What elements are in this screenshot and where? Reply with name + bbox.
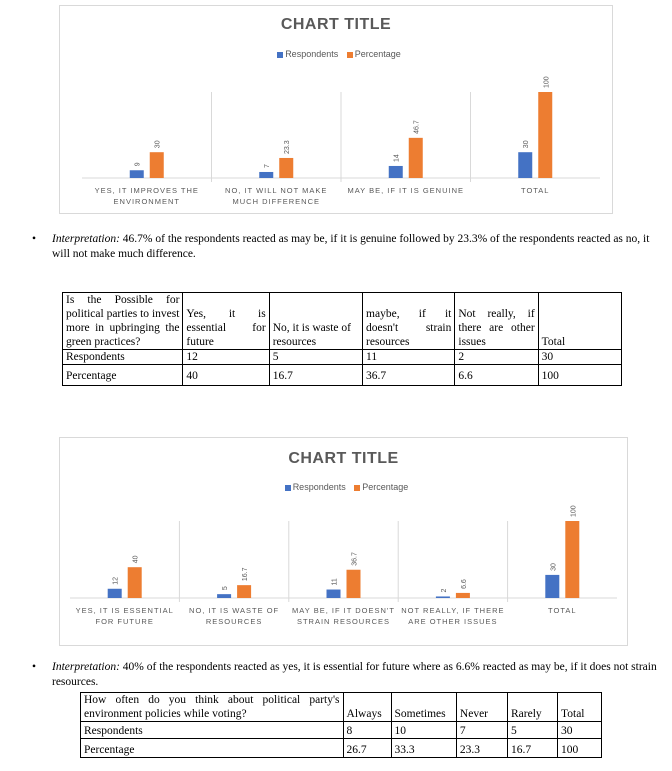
bar-respondents [259,172,273,178]
table-cell: 100 [538,365,621,386]
bar-respondents [108,589,122,598]
legend-percentage: Percentage [362,482,409,492]
interpretation-2 [32,660,657,690]
bar-percentage [150,152,164,178]
table-cell: 12 [183,350,269,365]
chart-2-title: CHART TITLE [288,450,399,467]
table-header-cell: Total [538,293,621,350]
bar-percentage [128,567,142,598]
category-label: NO, IT IS WASTE OF RESOURCES [189,606,280,626]
table-cell: Percentage [63,365,183,386]
bar-percentage [538,92,552,178]
interpretation-label: Interpretation: [52,661,120,673]
interpretation-text: 40% of the respondents reacted as yes, it is essential for future where as 6.6% reacted as may be, if it does not strain resources. [52,661,657,688]
bar-percentage [565,521,579,598]
table-cell: 8 [343,722,391,739]
data-label: 40 [132,555,140,564]
data-label: 7 [264,164,272,168]
category-label: TOTAL [521,186,550,195]
table-header-cell: Total [558,693,602,722]
data-label: 46.7 [413,120,421,134]
table-cell: 5 [507,722,557,739]
table-cell: 16.7 [269,365,362,386]
table-cell: Respondents [63,350,183,365]
table-cell: 11 [363,350,455,365]
table-row [63,365,622,386]
table-header-cell: Yes, it is essential for future [183,293,269,350]
chart-1-plot [60,6,612,213]
table-cell: 30 [538,350,621,365]
table-cell: 7 [456,722,507,739]
data-label: 30 [154,140,162,149]
table-header-cell: Sometimes [391,693,456,722]
table-cell: 33.3 [391,739,456,758]
table-header-cell: Not really, if there are other issues [455,293,538,350]
bar-percentage [347,570,361,598]
category-label: MAY BE, IF IT DOESN'T STRAIN RESOURCES [292,606,395,626]
table-cell: 10 [391,722,456,739]
table-row [63,350,622,365]
category-label: NO, IT WILL NOT MAKE MUCH DIFFERENCE [225,186,328,206]
data-label: 14 [393,154,401,162]
table-cell: 16.7 [507,739,557,758]
table-header-cell: No, it is waste of resources [269,293,362,350]
category-label: MAY BE, IF IT IS GENUINE [347,186,465,195]
category-label: YES, IT IS ESSENTIAL FOR FUTURE [75,606,174,626]
table-cell: 23.3 [456,739,507,758]
data-label: 9 [134,162,142,167]
chart-1-title: CHART TITLE [280,16,392,33]
table-header-cell: How often do you think about political party's environment policies while voting? [81,693,344,722]
bullet: • [32,661,37,673]
table-cell: Percentage [81,739,344,758]
chart-1 [59,5,613,214]
table-header-cell: Is the Possible for political parties to invest more in upbringing the green practices? [63,293,183,350]
bar-percentage [456,593,470,598]
bar-respondents [518,152,532,178]
table-row [81,739,602,758]
data-label: 30 [523,140,531,149]
table-cell: 30 [558,722,602,739]
table-cell: 100 [558,739,602,758]
category-label: TOTAL [548,606,577,615]
legend-respondents: Respondents [285,49,339,59]
data-label: 30 [550,563,558,571]
table-2 [80,692,602,758]
table-cell: 36.7 [363,365,455,386]
bar-respondents [130,170,144,178]
interpretation-label: Interpretation: [52,233,120,245]
data-label: 11 [331,578,339,586]
legend-respondents: Respondents [292,482,346,492]
category-label: NOT REALLY, IF THERE ARE OTHER ISSUES [401,606,505,626]
chart-2 [59,437,628,646]
bar-percentage [279,158,293,178]
data-label: 16.7 [242,567,250,582]
data-label: 2 [440,588,448,593]
data-label: 100 [570,505,578,517]
legend-percentage: Percentage [354,49,401,59]
table-header-cell: Rarely [507,693,557,722]
interpretation-text: 46.7% of the respondents reacted as may be, if it is genuine followed by 23.3% of the respondents reacted as no, it will not make much difference. [52,233,650,260]
data-label: 23.3 [284,140,292,154]
table-cell: 5 [269,350,362,365]
table-header-row [63,293,622,350]
data-label: 36.7 [351,552,359,566]
bar-respondents [217,594,231,598]
data-label: 12 [112,576,120,585]
table-cell: 2 [455,350,538,365]
bar-percentage [237,585,251,598]
table-cell: 26.7 [343,739,391,758]
data-label: 5 [222,586,230,591]
bar-respondents [436,596,450,598]
table-header-cell: Never [456,693,507,722]
bar-percentage [409,138,423,178]
table-cell: Respondents [81,722,344,739]
table-header-row [81,693,602,722]
bar-respondents [327,590,341,598]
category-label: YES, IT IMPROVES THE ENVIRONMENT [94,186,199,206]
bullet: • [32,233,37,245]
bar-respondents [389,166,403,178]
table-row [81,722,602,739]
data-label: 6.6 [460,579,468,589]
table-cell: 40 [183,365,269,386]
data-label: 100 [543,76,551,88]
table-header-cell: maybe, if it doesn't strain resources [363,293,455,350]
table-header-cell: Always [343,693,391,722]
table-cell: 6.6 [455,365,538,386]
table-1 [62,292,622,386]
interpretation-1 [32,232,657,262]
bar-respondents [545,575,559,598]
